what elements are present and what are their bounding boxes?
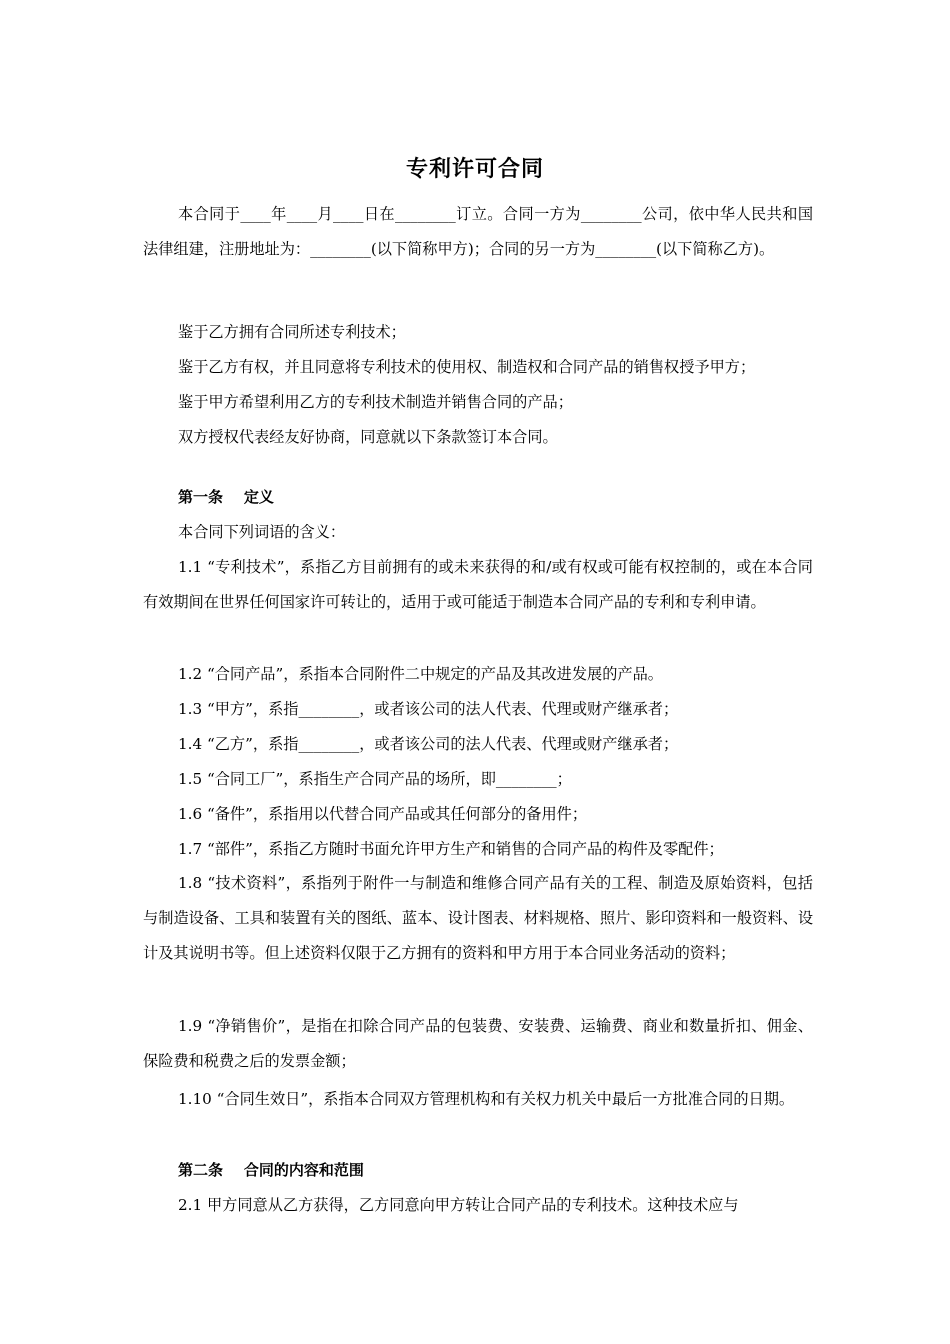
intro-paragraph: 本合同于____年____月____日在________订立。合同一方为________公司，依中华人民共和国法律组建，注册地址为：________(以下简称甲方)；合同的另一方为________(以下简称乙方)。 bbox=[143, 205, 813, 258]
article-1-heading: 第一条 定义 bbox=[178, 488, 274, 506]
document-title: 专利许可合同 bbox=[405, 157, 544, 182]
recital-2: 鉴于乙方有权，并且同意将专利技术的使用权、制造权和合同产品的销售权授予甲方； bbox=[178, 358, 756, 376]
clause-1-9: 1.9 “净销售价”，是指在扣除合同产品的包装费、安装费、运输费、商业和数量折扣、佣金、保险费和税费之后的发票金额； bbox=[143, 1017, 813, 1070]
recital-3: 鉴于甲方希望利用乙方的专利技术制造并销售合同的产品； bbox=[178, 393, 573, 411]
clause-2-1: 2.1 甲方同意从乙方获得，乙方同意向甲方转让合同产品的专利技术。这种技术应与 bbox=[178, 1196, 739, 1214]
article-1-lead: 本合同下列词语的含义： bbox=[178, 523, 346, 541]
clause-1-1: 1.1 “专利技术”，系指乙方目前拥有的或未来获得的和/或有权或可能有权控制的，或在本合同有效期间在世界任何国家许可转让的，适用于或可能适于制造本合同产品的专利和专利申请。 bbox=[143, 558, 813, 611]
clause-1-3: 1.3 “甲方”，系指________，或者该公司的法人代表、代理或财产继承者； bbox=[178, 700, 679, 718]
clause-1-2: 1.2 “合同产品”，系指本合同附件二中规定的产品及其改进发展的产品。 bbox=[178, 665, 663, 683]
clause-1-7: 1.7 “部件”，系指乙方随时书面允许甲方生产和销售的合同产品的构件及零配件； bbox=[178, 840, 724, 858]
clause-1-6: 1.6 “备件”，系指用以代替合同产品或其任何部分的备用件； bbox=[178, 805, 588, 823]
clause-1-8: 1.8 “技术资料”，系指列于附件一与制造和维修合同产品有关的工程、制造及原始资料，包括与制造设备、工具和装置有关的图纸、蓝本、设计图表、材料规格、照片、影印资料和一般资料、设计及其说明书等。但上述资料仅限于乙方拥有的资料和甲方用于本合同业务活动的资料； bbox=[143, 874, 813, 962]
article-2-heading: 第二条 合同的内容和范围 bbox=[178, 1161, 364, 1179]
recital-1: 鉴于乙方拥有合同所述专利技术； bbox=[178, 323, 406, 341]
recital-4: 双方授权代表经友好协商，同意就以下条款签订本合同。 bbox=[178, 428, 558, 446]
clause-1-4: 1.4 “乙方”，系指________，或者该公司的法人代表、代理或财产继承者； bbox=[178, 735, 679, 753]
clause-1-5: 1.5 “合同工厂”，系指生产合同产品的场所，即________； bbox=[178, 770, 572, 788]
clause-1-10: 1.10 “合同生效日”，系指本合同双方管理机构和有关权力机关中最后一方批准合同的日期。 bbox=[178, 1090, 795, 1108]
